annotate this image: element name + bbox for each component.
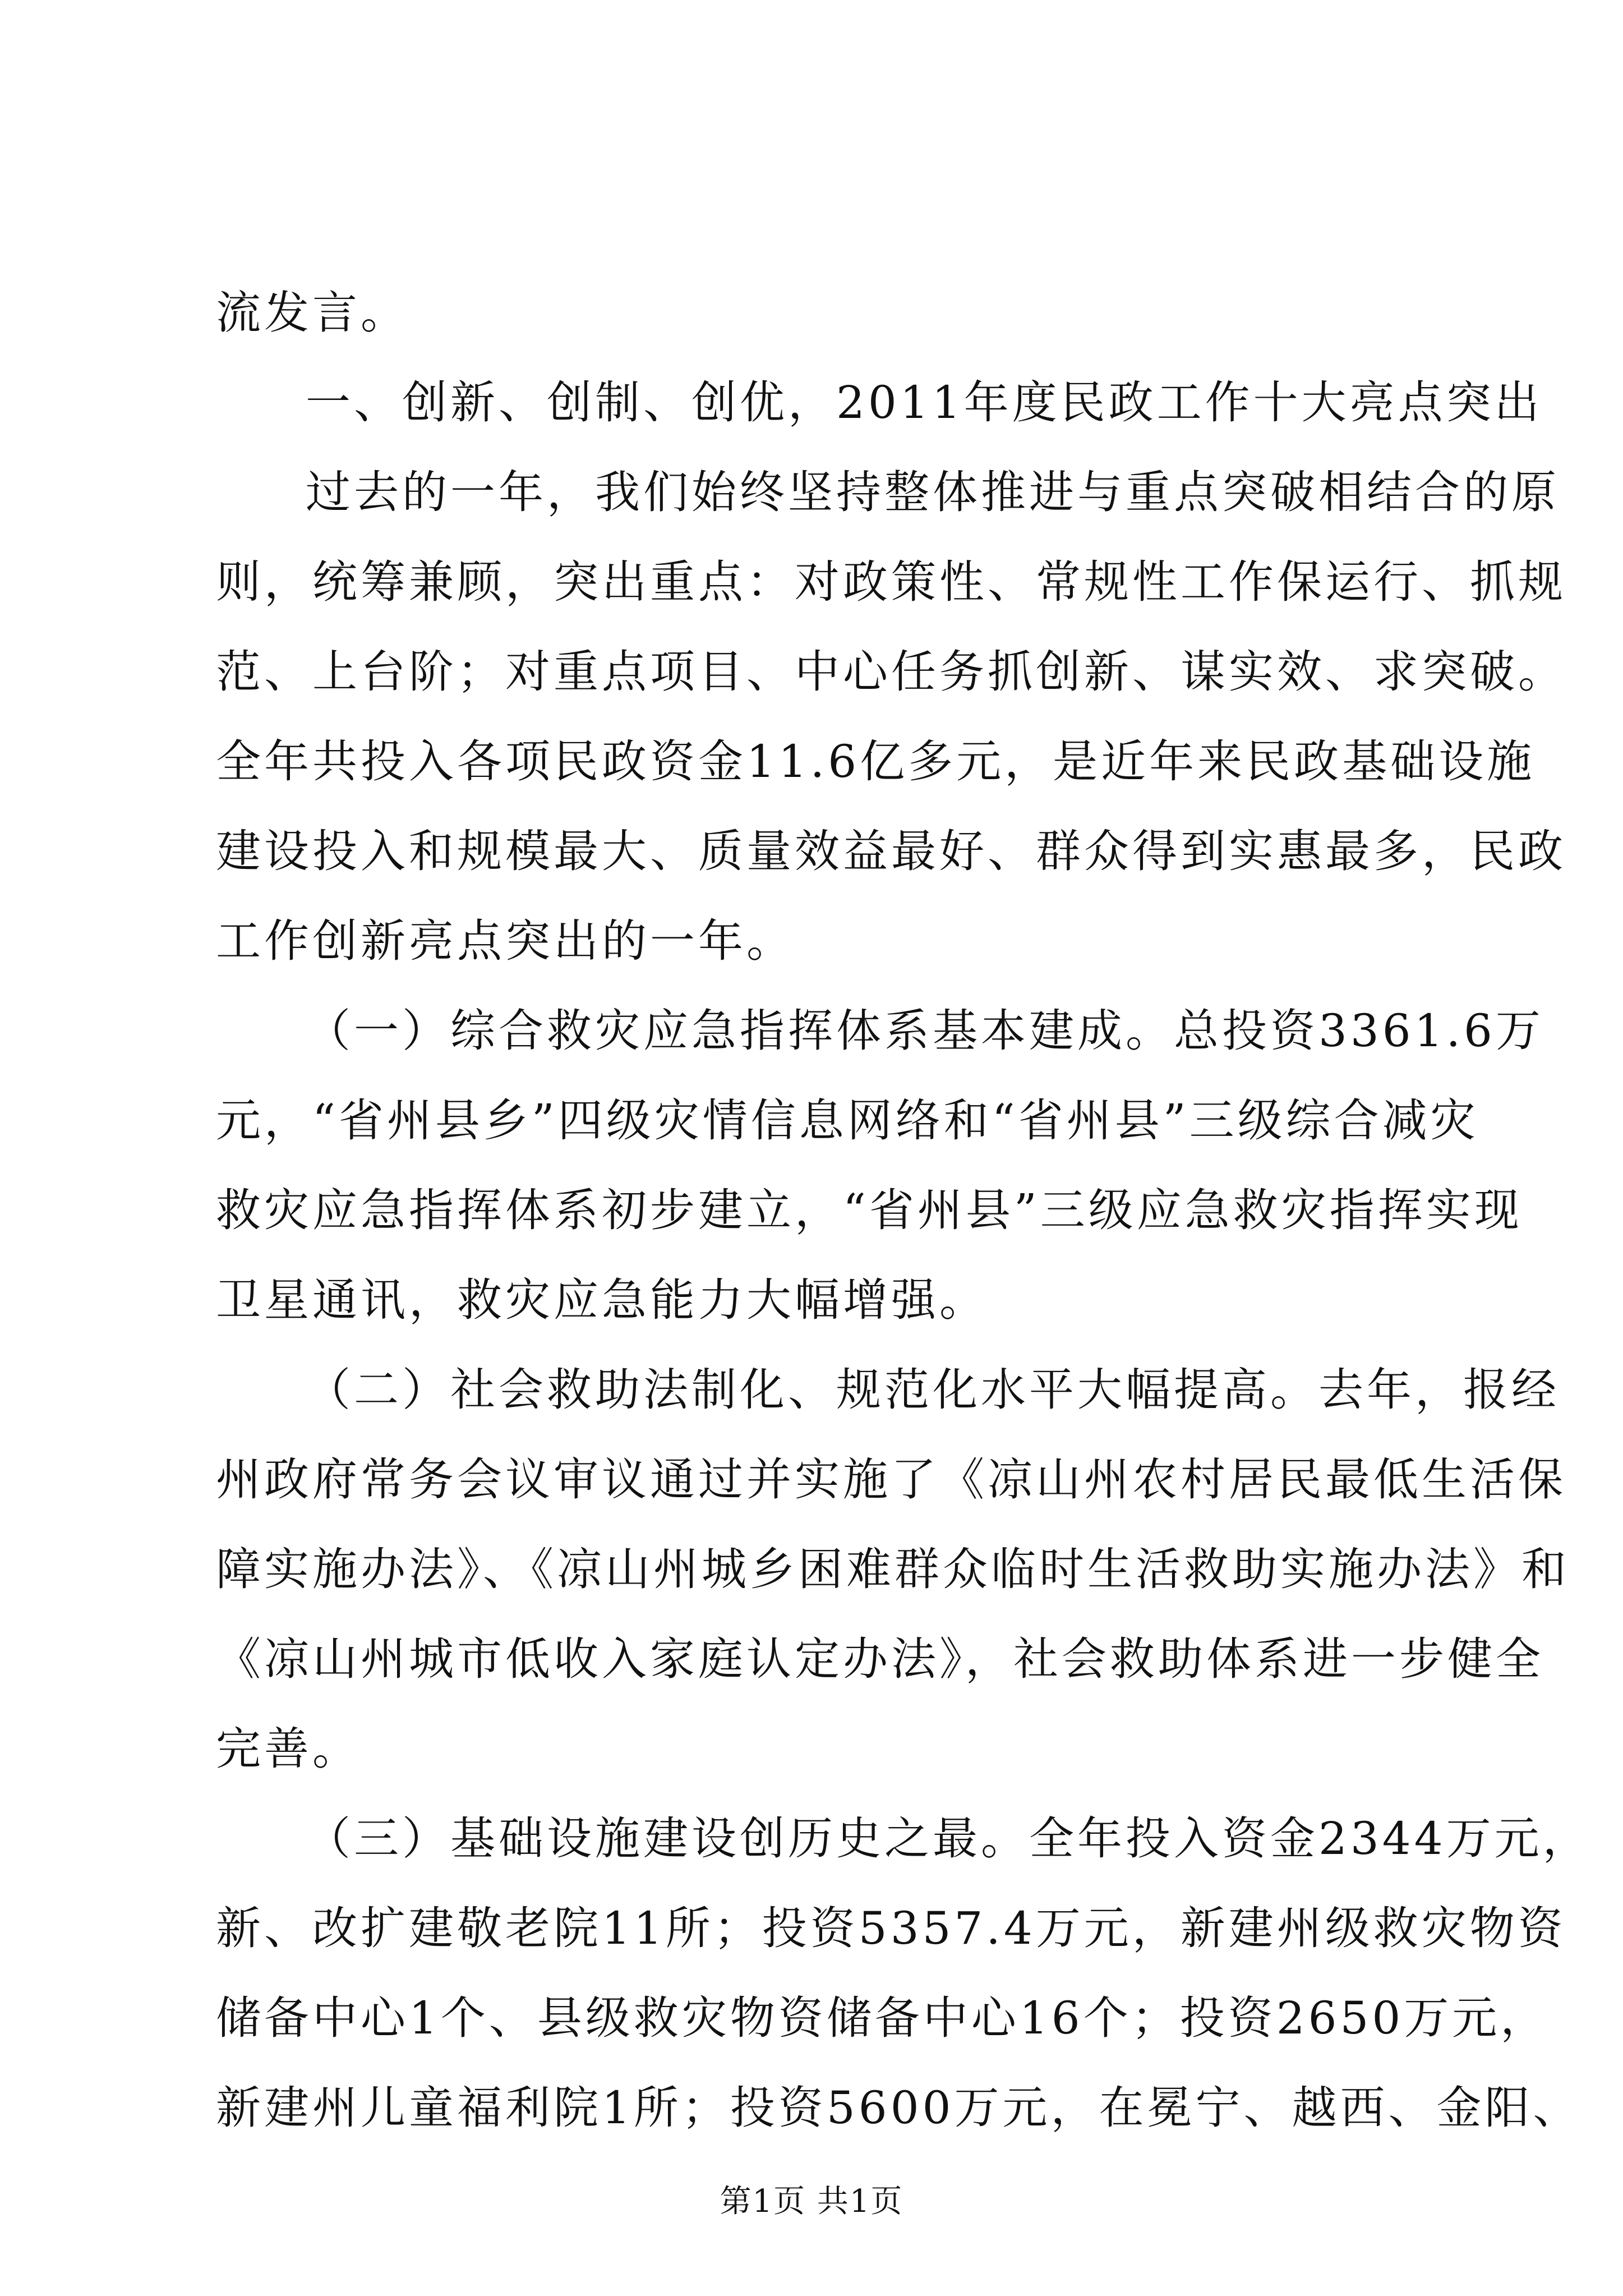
text-line-21: 新建州儿童福利院1所；投资5600万元，在冕宁、越西、金阳、 [216,2082,1581,2134]
text-line-3: 过去的一年，我们始终坚持整体推进与重点突破相结合的原 [306,466,1560,518]
text-line-16: 《凉山州城市低收入家庭认定办法》，社会救助体系进一步健全 [216,1633,1544,1685]
text-line-20: 储备中心1个、县级救灾物资储备中心16个；投资2650万元， [216,1992,1549,2044]
text-line-7: 建设投入和规模最大、质量效益最好、群众得到实惠最多，民政 [216,825,1566,877]
text-line-9: （一）综合救灾应急指挥体系基本建成。总投资3361.6万 [306,1005,1544,1057]
text-line-1: 流发言。 [216,287,409,339]
section-heading-1: 一、创新、创制、创优，2011年度民政工作十大亮点突出 [306,376,1543,429]
text-line-17: 完善。 [216,1723,361,1775]
text-line-8: 工作创新亮点突出的一年。 [216,915,795,967]
text-line-15: 障实施办法》、《凉山州城乡困难群众临时生活救助实施办法》和 [216,1543,1570,1595]
text-line-6: 全年共投入各项民政资金11.6亿多元，是近年来民政基础设施 [216,735,1536,788]
text-line-4: 则，统筹兼顾，突出重点：对政策性、常规性工作保运行、抓规 [216,556,1566,608]
text-line-19: 新、改扩建敬老院11所；投资5357.4万元，新建州级救灾物资 [216,1902,1566,1954]
text-line-5: 范、上台阶；对重点项目、中心任务抓创新、谋实效、求突破。 [216,646,1566,698]
text-line-11: 救灾应急指挥体系初步建立，“省州县”三级应急救灾指挥实现 [216,1184,1523,1236]
page-footer: 第1页 共1页 [720,2183,903,2220]
text-line-14: 州政府常务会议审议通过并实施了《凉山州农村居民最低生活保 [216,1453,1566,1506]
text-line-10: 元，“省州县乡”四级灾情信息网络和“省州县”三级综合减灾 [216,1094,1479,1147]
text-line-12: 卫星通讯，救灾应急能力大幅增强。 [216,1274,988,1326]
text-line-13: （二）社会救助法制化、规范化水平大幅提高。去年，报经 [306,1364,1560,1416]
text-line-18: （三）基础设施建设创历史之最。全年投入资金2344万元， [306,1812,1591,1865]
